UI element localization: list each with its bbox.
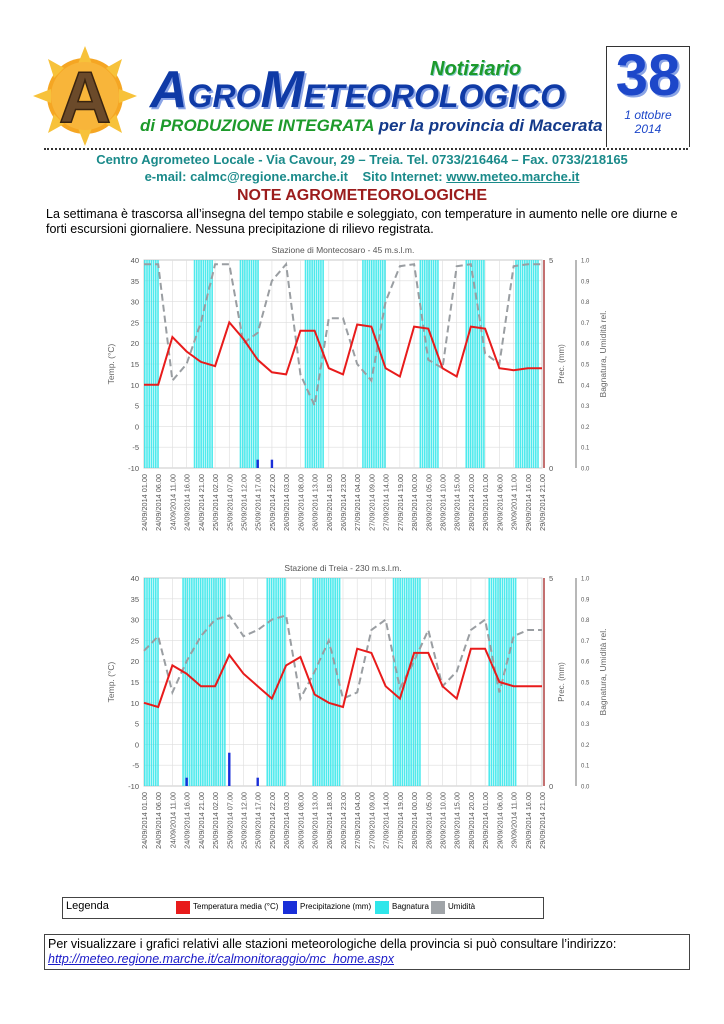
wetness-bar — [251, 260, 253, 468]
intro-text: La settimana è trascorsa all’insegna del tempo stabile e soleggiato, con temperature in aumento nelle ore diurne e forti escursioni giornaliere. Nessuna precipitazione di rilievo registrata. — [46, 207, 678, 236]
x-tick-label: 26/09/2014 18.00 — [324, 474, 334, 531]
precipitation-bar — [257, 778, 259, 786]
wetness-bar — [240, 260, 242, 468]
y-tick-label: -10 — [128, 782, 139, 791]
wetness-bar — [155, 260, 157, 468]
wetness-bar — [187, 578, 189, 786]
notiziario-label: Notiziario — [430, 58, 522, 80]
x-tick-label: 27/09/2014 14.00 — [381, 792, 391, 849]
wetness-bar — [213, 578, 215, 786]
wetness-bar — [182, 578, 184, 786]
x-tick-label: 28/09/2014 15.00 — [452, 792, 462, 849]
y3-tick-label: 0.8 — [581, 300, 590, 307]
wetness-bar — [246, 260, 248, 468]
x-tick-label: 27/09/2014 19.00 — [395, 792, 405, 849]
wetness-bar — [220, 578, 222, 786]
wetness-bar — [198, 578, 200, 786]
x-tick-label: 26/09/2014 18.00 — [324, 792, 334, 849]
y3-tick-label: 0.3 — [581, 404, 590, 411]
wetness-bar — [380, 260, 382, 468]
wetness-bar — [242, 260, 244, 468]
wetness-bar — [474, 260, 476, 468]
wetness-bar — [312, 578, 314, 786]
x-tick-label: 25/09/2014 12.00 — [239, 474, 249, 531]
title-rest-gro: GRO — [187, 78, 261, 114]
wetness-bar — [271, 578, 273, 786]
x-tick-label: 28/09/2014 15.00 — [452, 474, 462, 531]
y3-tick-label: 1.0 — [581, 576, 590, 583]
y3-axis-label: Bagnatura, Umidità rel. — [598, 628, 608, 716]
issue-year: 2014 — [634, 122, 662, 136]
title-rest-eteorologico: ETEOROLOGICO — [303, 78, 566, 114]
wetness-bar — [266, 578, 268, 786]
wetness-bar — [153, 260, 155, 468]
wetness-bar — [479, 260, 481, 468]
wetness-bar — [326, 578, 328, 786]
wetness-bar — [526, 260, 528, 468]
y2-tick-label: 0 — [549, 464, 554, 473]
wetness-bar — [319, 578, 321, 786]
wetness-bar — [524, 260, 526, 468]
wetness-bar — [517, 260, 519, 468]
subtitle — [140, 116, 603, 136]
legend-swatch-precipitation — [283, 901, 297, 914]
wetness-bar — [406, 578, 408, 786]
x-tick-label: 28/09/2014 00.00 — [410, 474, 420, 531]
precipitation-bar — [257, 460, 259, 468]
chart-montecosaro — [96, 242, 616, 552]
wetness-bar — [194, 260, 196, 468]
wetness-bar — [321, 578, 323, 786]
x-tick-label: 24/09/2014 21.00 — [196, 792, 206, 849]
y3-tick-label: 0.0 — [581, 784, 590, 791]
wetness-bar — [393, 578, 395, 786]
wetness-bar — [257, 260, 259, 468]
x-tick-label: 24/09/2014 11.00 — [168, 792, 178, 849]
x-tick-label: 27/09/2014 09.00 — [367, 792, 377, 849]
y-tick-label: 25 — [130, 318, 139, 328]
wetness-bar — [513, 578, 515, 786]
y-tick-label: 25 — [130, 636, 139, 646]
y3-tick-label: 0.5 — [581, 362, 590, 369]
wetness-bar — [426, 260, 428, 468]
x-tick-label: 29/09/2014 01.00 — [481, 792, 491, 849]
y2-tick-label: 5 — [549, 574, 554, 583]
x-tick-label: 26/09/2014 13.00 — [310, 474, 320, 531]
footer-text-block — [48, 937, 686, 967]
y3-tick-label: 0.3 — [581, 722, 590, 729]
x-tick-label: 26/09/2014 08.00 — [296, 792, 306, 849]
x-tick-label: 28/09/2014 20.00 — [466, 474, 476, 531]
wetness-bar — [273, 578, 275, 786]
logo-letter: A — [59, 58, 111, 138]
x-tick-label: 29/09/2014 11.00 — [509, 792, 519, 849]
wetness-bar — [468, 260, 470, 468]
wetness-bar — [488, 578, 490, 786]
wetness-bar — [211, 578, 213, 786]
y-tick-label: -5 — [132, 761, 139, 771]
x-tick-label: 29/09/2014 11.00 — [509, 474, 519, 531]
y-tick-label: 0 — [134, 740, 139, 750]
wetness-bar — [200, 260, 202, 468]
wetness-bar — [515, 260, 517, 468]
legend-item-precipitation: Precipitazione (mm) — [300, 902, 372, 911]
wetness-bar — [369, 260, 371, 468]
y-tick-label: 5 — [134, 719, 139, 729]
y-tick-label: 15 — [130, 360, 139, 369]
wetness-bar — [419, 578, 421, 786]
wetness-bar — [493, 578, 495, 786]
chart-title: Stazione di Treia - 230 m.s.l.m. — [284, 563, 402, 573]
wetness-bar — [420, 260, 422, 468]
wetness-bar — [203, 260, 205, 468]
wetness-bar — [371, 260, 373, 468]
wetness-bar — [367, 260, 369, 468]
wetness-bar — [322, 260, 324, 468]
wetness-bar — [470, 260, 472, 468]
y3-tick-label: 0.2 — [581, 424, 590, 431]
wetness-bar — [211, 260, 213, 468]
wetness-bar — [476, 260, 478, 468]
y-tick-label: 30 — [130, 615, 139, 625]
wetness-bar — [515, 578, 517, 786]
wetness-bar — [332, 578, 334, 786]
site-label: Sito Internet: — [362, 169, 443, 184]
wetness-bar — [206, 578, 208, 786]
wetness-bar — [307, 260, 309, 468]
y-tick-label: 0 — [134, 422, 139, 432]
wetness-bar — [531, 260, 533, 468]
wetness-bar — [491, 578, 493, 786]
y-axis-label: Temp. (°C) — [106, 661, 116, 703]
wetness-bar — [144, 260, 146, 468]
y2-axis-label: Prec. (mm) — [557, 344, 566, 384]
y-tick-label: 35 — [130, 276, 139, 286]
precipitation-bar — [185, 778, 187, 786]
y-tick-label: 20 — [130, 339, 139, 349]
wetness-bar — [269, 578, 271, 786]
wetness-bar — [316, 260, 318, 468]
wetness-bar — [433, 260, 435, 468]
y3-tick-label: 0.6 — [581, 659, 590, 666]
y-tick-label: 40 — [130, 256, 139, 265]
site-link[interactable]: www.meteo.marche.it — [446, 169, 580, 184]
issue-day: 1 ottobre — [624, 108, 672, 122]
y-tick-label: -5 — [132, 443, 139, 453]
legend-label: Legenda — [66, 900, 109, 912]
wetness-bar — [196, 260, 198, 468]
y3-axis-label: Bagnatura, Umidità rel. — [598, 310, 608, 398]
x-tick-label: 24/09/2014 21.00 — [196, 474, 206, 531]
legend-item-humidity: Umidità — [448, 902, 476, 911]
wetness-bar — [508, 578, 510, 786]
legend-swatch-temperature — [176, 901, 190, 914]
wetness-bar — [504, 578, 506, 786]
wetness-bar — [244, 260, 246, 468]
legend-swatch-wetness — [375, 901, 389, 914]
x-tick-label: 24/09/2014 01.00 — [140, 792, 149, 849]
wetness-bar — [413, 578, 415, 786]
y2-tick-label: 0 — [549, 782, 554, 791]
y3-tick-label: 0.0 — [581, 466, 590, 473]
chart-title: Stazione di Montecosaro - 45 m.s.l.m. — [271, 245, 415, 255]
header-divider — [44, 148, 688, 150]
wetness-bar — [311, 260, 313, 468]
x-tick-label: 24/09/2014 16.00 — [182, 792, 192, 849]
x-tick-label: 24/09/2014 06.00 — [154, 792, 164, 849]
wetness-bar — [155, 578, 157, 786]
wetness-bar — [378, 260, 380, 468]
y-tick-label: 30 — [130, 297, 139, 307]
wetness-bar — [209, 578, 211, 786]
wetness-bar — [402, 578, 404, 786]
x-tick-label: 28/09/2014 00.00 — [410, 792, 420, 849]
wetness-bar — [222, 578, 224, 786]
x-tick-label: 25/09/2014 02.00 — [211, 792, 221, 849]
wetness-bar — [528, 260, 530, 468]
y2-tick-label: 5 — [549, 256, 554, 265]
x-tick-label: 29/09/2014 06.00 — [495, 474, 505, 531]
wetness-bar — [157, 578, 159, 786]
wetness-bar — [375, 260, 377, 468]
wetness-bar — [146, 260, 148, 468]
wetness-bar — [373, 260, 375, 468]
x-tick-label: 26/09/2014 03.00 — [282, 792, 292, 849]
x-tick-label: 25/09/2014 17.00 — [253, 474, 263, 531]
wetness-bar — [483, 260, 485, 468]
wetness-bar — [410, 578, 412, 786]
y3-tick-label: 0.5 — [581, 680, 590, 687]
wetness-bar — [204, 578, 206, 786]
wetness-bar — [184, 578, 186, 786]
wetness-bar — [146, 578, 148, 786]
x-tick-label: 25/09/2014 17.00 — [253, 792, 263, 849]
wetness-bar — [153, 578, 155, 786]
x-tick-label: 24/09/2014 11.00 — [168, 474, 178, 531]
x-tick-label: 24/09/2014 06.00 — [154, 474, 164, 531]
y-tick-label: 5 — [134, 401, 139, 411]
issue-number: 38 — [615, 43, 681, 108]
wetness-bar — [408, 578, 410, 786]
contact-email: e-mail: calmc@regione.marche.it — [144, 169, 348, 184]
x-tick-label: 25/09/2014 22.00 — [267, 792, 277, 849]
subtitle-green: di PRODUZIONE INTEGRATA — [140, 116, 374, 135]
y3-tick-label: 0.8 — [581, 618, 590, 625]
y2-axis-label: Prec. (mm) — [557, 662, 566, 702]
wetness-bar — [314, 260, 316, 468]
legend-item-wetness: Bagnatura — [392, 902, 429, 911]
contact-address: Centro Agrometeo Locale - Via Cavour, 29 – Treia. Tel. 0733/216464 – Fax. 0733/218165 — [96, 152, 628, 167]
wetness-bar — [282, 578, 284, 786]
x-tick-label: 28/09/2014 20.00 — [466, 792, 476, 849]
y-tick-label: 20 — [130, 657, 139, 667]
wetness-bar — [330, 578, 332, 786]
precipitation-bar — [271, 460, 273, 468]
wetness-bar — [191, 578, 193, 786]
y3-tick-label: 1.0 — [581, 258, 590, 265]
x-tick-label: 28/09/2014 10.00 — [438, 792, 448, 849]
wetness-bar — [520, 260, 522, 468]
wetness-bar — [424, 260, 426, 468]
y3-tick-label: 0.9 — [581, 597, 590, 604]
x-tick-label: 27/09/2014 04.00 — [353, 474, 363, 531]
title-cap-m: M — [260, 61, 304, 119]
x-tick-label: 29/09/2014 16.00 — [523, 792, 533, 849]
wetness-bar — [533, 260, 535, 468]
subtitle-dark: per la provincia di Macerata — [378, 116, 603, 135]
wetness-bar — [362, 260, 364, 468]
x-tick-label: 27/09/2014 09.00 — [367, 474, 377, 531]
wetness-bar — [323, 578, 325, 786]
wetness-bar — [317, 578, 319, 786]
wetness-bar — [189, 578, 191, 786]
wetness-bar — [157, 260, 159, 468]
wetness-bar — [334, 578, 336, 786]
y-tick-label: -10 — [128, 464, 139, 473]
issue-date — [608, 108, 688, 136]
wetness-bar — [428, 260, 430, 468]
wetness-bar — [255, 260, 257, 468]
wetness-bar — [253, 260, 255, 468]
footer-text: Per visualizzare i grafici relativi alle stazioni meteorologiche della provincia si può consultare l’indirizzo: — [48, 937, 617, 951]
x-tick-label: 25/09/2014 07.00 — [225, 792, 235, 849]
wetness-bar — [465, 260, 467, 468]
x-tick-label: 25/09/2014 07.00 — [225, 474, 235, 531]
x-tick-label: 28/09/2014 05.00 — [424, 792, 434, 849]
y-tick-label: 15 — [130, 678, 139, 687]
wetness-bar — [417, 578, 419, 786]
wetness-bar — [522, 260, 524, 468]
wetness-bar — [148, 260, 150, 468]
legend-swatch-humidity — [431, 901, 445, 914]
wetness-bar — [144, 578, 146, 786]
wetness-bar — [364, 260, 366, 468]
x-tick-label: 27/09/2014 19.00 — [395, 474, 405, 531]
y3-tick-label: 0.9 — [581, 279, 590, 286]
wetness-bar — [431, 260, 433, 468]
wetness-bar — [151, 260, 153, 468]
x-tick-label: 24/09/2014 16.00 — [182, 474, 192, 531]
x-tick-label: 26/09/2014 08.00 — [296, 474, 306, 531]
chart-treia — [96, 560, 616, 870]
wetness-bar — [198, 260, 200, 468]
y-tick-label: 35 — [130, 594, 139, 604]
y3-tick-label: 0.1 — [581, 763, 590, 770]
contact-web — [0, 169, 724, 184]
x-tick-label: 27/09/2014 04.00 — [353, 792, 363, 849]
x-tick-label: 28/09/2014 10.00 — [438, 474, 448, 531]
x-tick-label: 29/09/2014 01.00 — [481, 474, 491, 531]
wetness-bar — [148, 578, 150, 786]
x-tick-label: 29/09/2014 21.00 — [538, 474, 547, 531]
x-tick-label: 24/09/2014 01.00 — [140, 474, 149, 531]
y-tick-label: 40 — [130, 574, 139, 583]
y3-tick-label: 0.2 — [581, 742, 590, 749]
wetness-bar — [202, 578, 204, 786]
wetness-bar — [315, 578, 317, 786]
x-tick-label: 26/09/2014 23.00 — [339, 792, 348, 849]
wetness-bar — [275, 578, 277, 786]
y-tick-label: 10 — [130, 698, 139, 708]
x-tick-label: 29/09/2014 21.00 — [538, 792, 547, 849]
wetness-bar — [318, 260, 320, 468]
x-tick-label: 29/09/2014 16.00 — [523, 474, 533, 531]
wetness-bar — [309, 260, 311, 468]
x-tick-label: 26/09/2014 23.00 — [339, 474, 348, 531]
precipitation-bar — [228, 753, 230, 786]
x-tick-label: 26/09/2014 03.00 — [282, 474, 292, 531]
y3-tick-label: 0.4 — [581, 701, 590, 708]
footer-link[interactable]: http://meteo.regione.marche.it/calmonitoraggio/mc_home.aspx — [48, 952, 395, 966]
wetness-bar — [472, 260, 474, 468]
title-cap-a: A — [150, 61, 188, 119]
x-tick-label: 28/09/2014 05.00 — [424, 474, 434, 531]
wetness-bar — [510, 578, 512, 786]
wetness-bar — [506, 578, 508, 786]
x-tick-label: 25/09/2014 12.00 — [239, 792, 249, 849]
wetness-bar — [395, 578, 397, 786]
agrometeo-logo — [30, 44, 140, 148]
y-axis-label: Temp. (°C) — [106, 343, 116, 385]
wetness-bar — [200, 578, 202, 786]
wetness-bar — [328, 578, 330, 786]
y3-tick-label: 0.1 — [581, 445, 590, 452]
wetness-bar — [151, 578, 153, 786]
y3-tick-label: 0.7 — [581, 638, 590, 645]
wetness-bar — [535, 260, 537, 468]
y-tick-label: 10 — [130, 380, 139, 390]
wetness-bar — [537, 260, 539, 468]
x-tick-label: 27/09/2014 14.00 — [381, 474, 391, 531]
wetness-bar — [284, 578, 286, 786]
wetness-bar — [224, 578, 226, 786]
y3-tick-label: 0.7 — [581, 320, 590, 327]
wetness-bar — [437, 260, 439, 468]
y3-tick-label: 0.6 — [581, 341, 590, 348]
legend-item-temperature: Temperatura media (°C) — [193, 902, 279, 911]
x-tick-label: 25/09/2014 22.00 — [267, 474, 277, 531]
section-title: NOTE AGROMETEOROLOGICHE — [236, 187, 488, 204]
x-tick-label: 25/09/2014 02.00 — [211, 474, 221, 531]
x-tick-label: 26/09/2014 13.00 — [310, 792, 320, 849]
wetness-bar — [415, 578, 417, 786]
y3-tick-label: 0.4 — [581, 383, 590, 390]
wetness-bar — [422, 260, 424, 468]
x-tick-label: 29/09/2014 06.00 — [495, 792, 505, 849]
wetness-bar — [481, 260, 483, 468]
wetness-bar — [305, 260, 307, 468]
wetness-bar — [248, 260, 250, 468]
